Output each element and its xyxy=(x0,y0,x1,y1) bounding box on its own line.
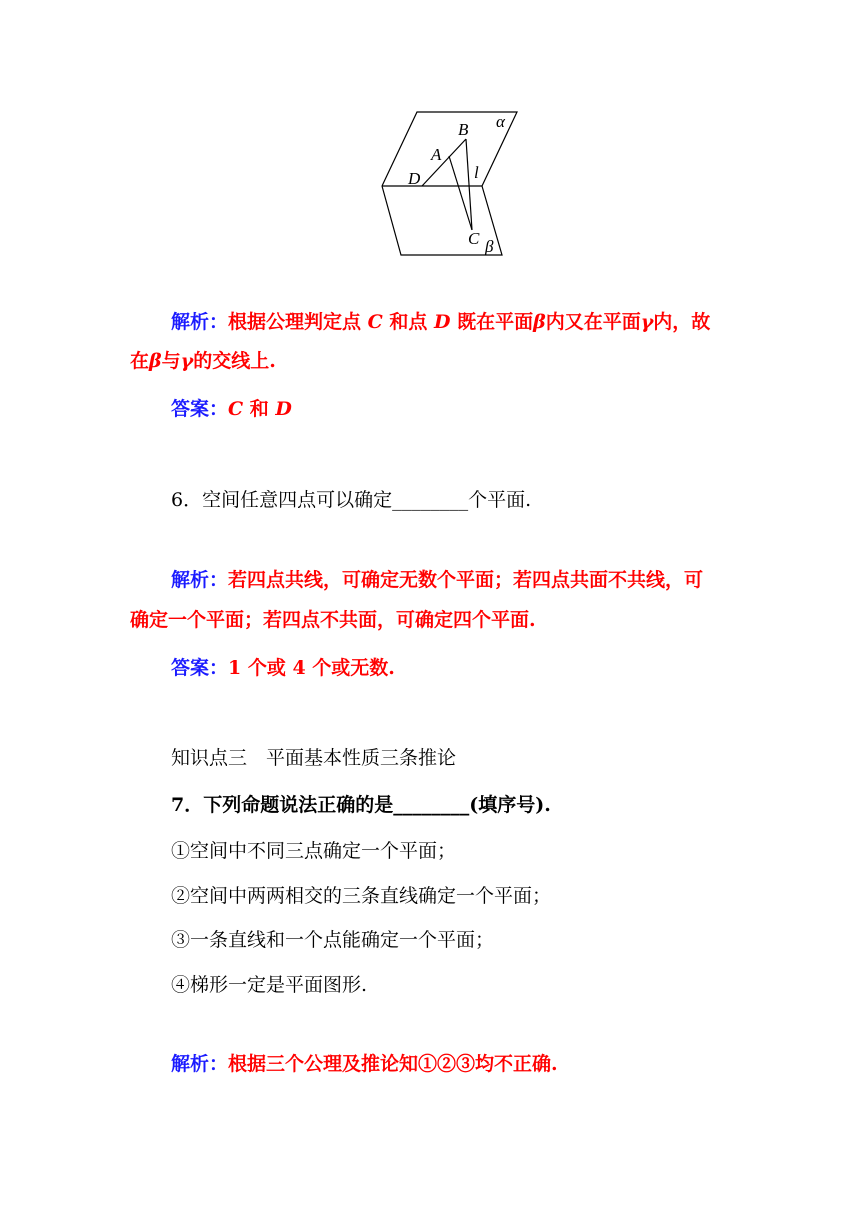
geometry-figure xyxy=(370,100,520,270)
label-A: A xyxy=(431,145,442,164)
analysis-label: 解析： xyxy=(171,569,229,591)
label-l: l xyxy=(474,163,479,182)
segment-DB xyxy=(422,139,466,186)
label-C: C xyxy=(468,229,480,248)
planes-diagram xyxy=(370,100,520,270)
answer-label: 答案： xyxy=(171,398,229,420)
q7-item-4: ④梯形一定是平面图形. xyxy=(171,974,368,996)
plane-beta-outline xyxy=(382,186,502,255)
q5-answer: 答案：C 和 D xyxy=(171,398,292,420)
label-alpha: α xyxy=(496,112,505,131)
label-beta: β xyxy=(485,237,494,256)
analysis-label: 解析： xyxy=(171,311,229,333)
q6-question: 6．空间任意四点可以确定________个平面. xyxy=(171,489,532,511)
segment-BC xyxy=(466,139,472,230)
q7-item-1: ①空间中不同三点确定一个平面； xyxy=(171,840,457,862)
q5-analysis-line1: 解析：根据公理判定点 C 和点 D 既在平面β内又在平面γ内，故 xyxy=(171,311,711,333)
q7-question: 7．下列命题说法正确的是________(填序号). xyxy=(171,794,551,816)
section-title: 知识点三 平面基本性质三条推论 xyxy=(171,747,457,769)
q6-answer: 答案：1 个或 4 个或无数. xyxy=(171,657,395,679)
label-D: D xyxy=(408,169,421,188)
analysis-label: 解析： xyxy=(171,1053,229,1075)
q6-analysis-line1: 解析：若四点共线，可确定无数个平面；若四点共面不共线，可 xyxy=(171,569,704,591)
q7-item-3: ③一条直线和一个点能确定一个平面； xyxy=(171,929,495,951)
q7-item-2: ②空间中两两相交的三条直线确定一个平面； xyxy=(171,885,552,907)
q7-analysis: 解析：根据三个公理及推论知①②③均不正确. xyxy=(171,1053,558,1075)
q5-analysis-line2: 在β与γ的交线上. xyxy=(130,350,276,372)
q6-analysis-line2: 确定一个平面；若四点不共面，可确定四个平面. xyxy=(130,609,536,631)
label-B: B xyxy=(458,120,469,139)
segment-AC xyxy=(449,156,472,230)
answer-label: 答案： xyxy=(171,657,229,679)
